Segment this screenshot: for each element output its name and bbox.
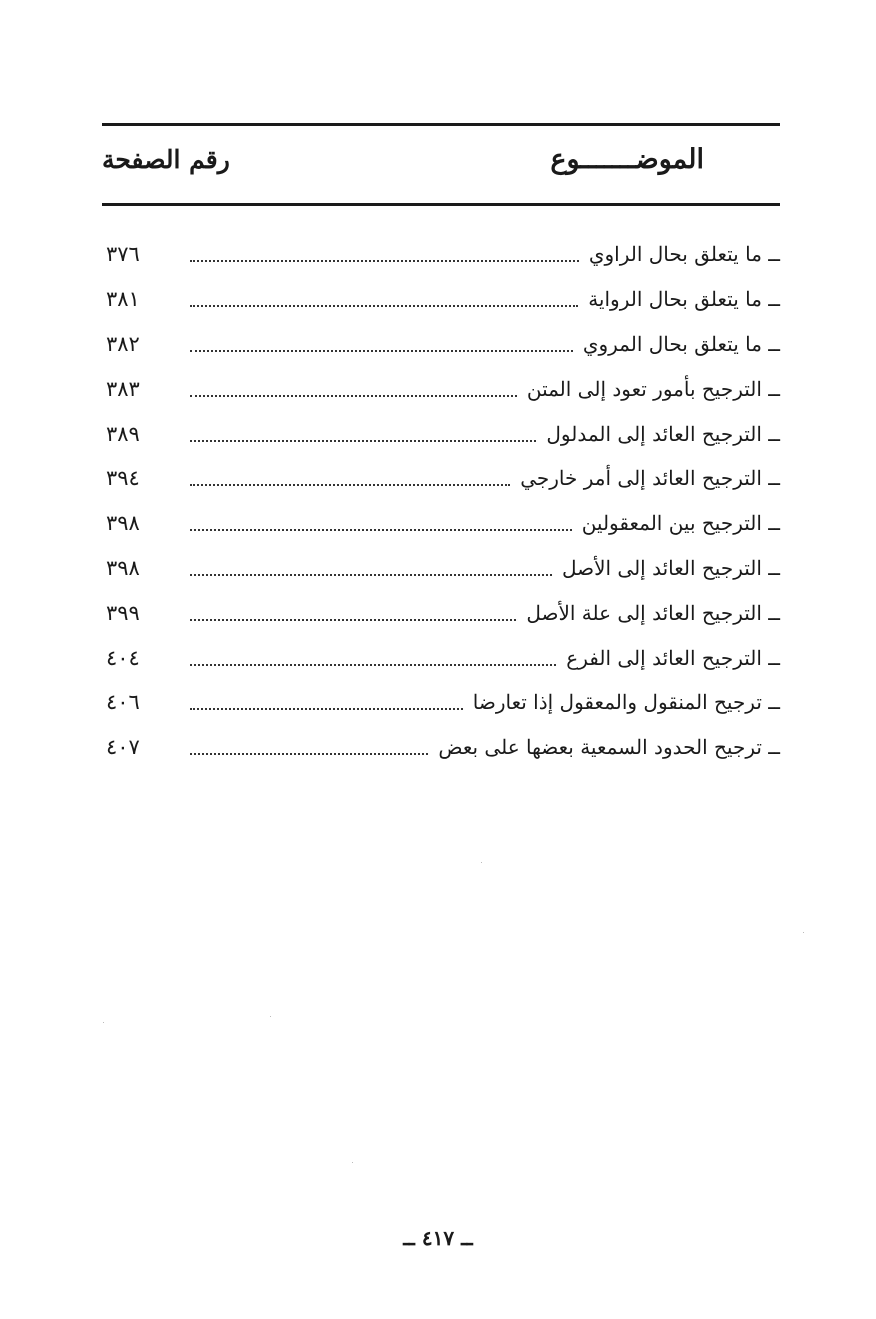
toc-leader-dots (190, 619, 516, 621)
toc-page-number: ٣٨٩ (106, 421, 140, 446)
scan-speck (352, 1162, 353, 1163)
toc-entry-title: ــ ترجيح الحدود السمعية بعضها على بعض (438, 735, 780, 760)
toc-entry (102, 277, 780, 322)
toc-entry (102, 456, 780, 501)
toc-entry (102, 322, 780, 367)
toc-leader-dots (190, 664, 556, 666)
toc-page-number: ٣٨٢ (106, 331, 140, 356)
toc-leader-dots (190, 574, 552, 576)
toc-entry (102, 590, 780, 635)
toc-leader-dots (190, 260, 579, 262)
toc-entry (102, 680, 780, 725)
scan-speck (481, 862, 482, 863)
toc-entry (102, 635, 780, 680)
toc-entry-title: ــ ترجيح المنقول والمعقول إذا تعارضا (472, 690, 780, 715)
toc-entry (102, 546, 780, 591)
toc-page-number: ٣٧٦ (106, 242, 140, 267)
toc-entry-title: ــ ما يتعلق بحال الرواية (588, 287, 780, 312)
toc-page-number: ٣٩٨ (106, 555, 140, 580)
toc-entry-title: ــ ما يتعلق بحال الراوي (588, 242, 780, 267)
toc-page-number: ٣٩٤ (106, 466, 140, 491)
toc-leader-dots (190, 708, 463, 710)
toc-entry (102, 366, 780, 411)
toc-page-number: ٤٠٧ (106, 735, 140, 760)
toc-leader-dots (190, 484, 510, 486)
page-column-heading: رقم الصفحة (102, 145, 230, 174)
header-bottom-rule (102, 203, 780, 206)
toc-page-number: ٤٠٤ (106, 645, 140, 670)
toc-leader-dots (190, 395, 517, 397)
toc-entry-title: ــ الترجيح العائد إلى أمر خارجي (520, 466, 780, 491)
toc-entry-title: ــ الترجيح بين المعقولين (581, 511, 780, 536)
page-number: ــ ٤١٧ ــ (403, 1226, 473, 1250)
toc-entry (102, 411, 780, 456)
toc-leader-dots (190, 350, 573, 352)
toc-entry-title: ــ ما يتعلق بحال المروي (582, 331, 780, 356)
header-top-rule (102, 123, 780, 126)
toc-entry-title: ــ الترجيح العائد إلى الفرع (566, 645, 780, 670)
toc-leader-dots (190, 753, 428, 755)
table-of-contents (102, 232, 780, 770)
toc-leader-dots (190, 305, 578, 307)
scan-speck (270, 1016, 271, 1017)
toc-entry-title: ــ الترجيح العائد إلى الأصل (561, 555, 780, 580)
toc-page-number: ٣٨٣ (106, 376, 140, 401)
toc-entry (102, 232, 780, 277)
toc-page-number: ٤٠٦ (106, 690, 140, 715)
toc-entry-title: ــ الترجيح بأمور تعود إلى المتن (526, 376, 780, 401)
toc-page-number: ٣٨١ (106, 287, 140, 312)
toc-leader-dots (190, 440, 536, 442)
toc-entry-title: ــ الترجيح العائد إلى المدلول (546, 421, 780, 446)
toc-entry-title: ــ الترجيح العائد إلى علة الأصل (526, 600, 780, 625)
scan-speck (103, 1022, 104, 1023)
subject-column-heading: الموضـــــــوع (550, 144, 704, 175)
scan-speck (803, 932, 804, 933)
toc-leader-dots (190, 529, 572, 531)
toc-entry (102, 725, 780, 770)
toc-page-number: ٣٩٩ (106, 600, 140, 625)
toc-page-number: ٣٩٨ (106, 511, 140, 536)
toc-entry (102, 501, 780, 546)
